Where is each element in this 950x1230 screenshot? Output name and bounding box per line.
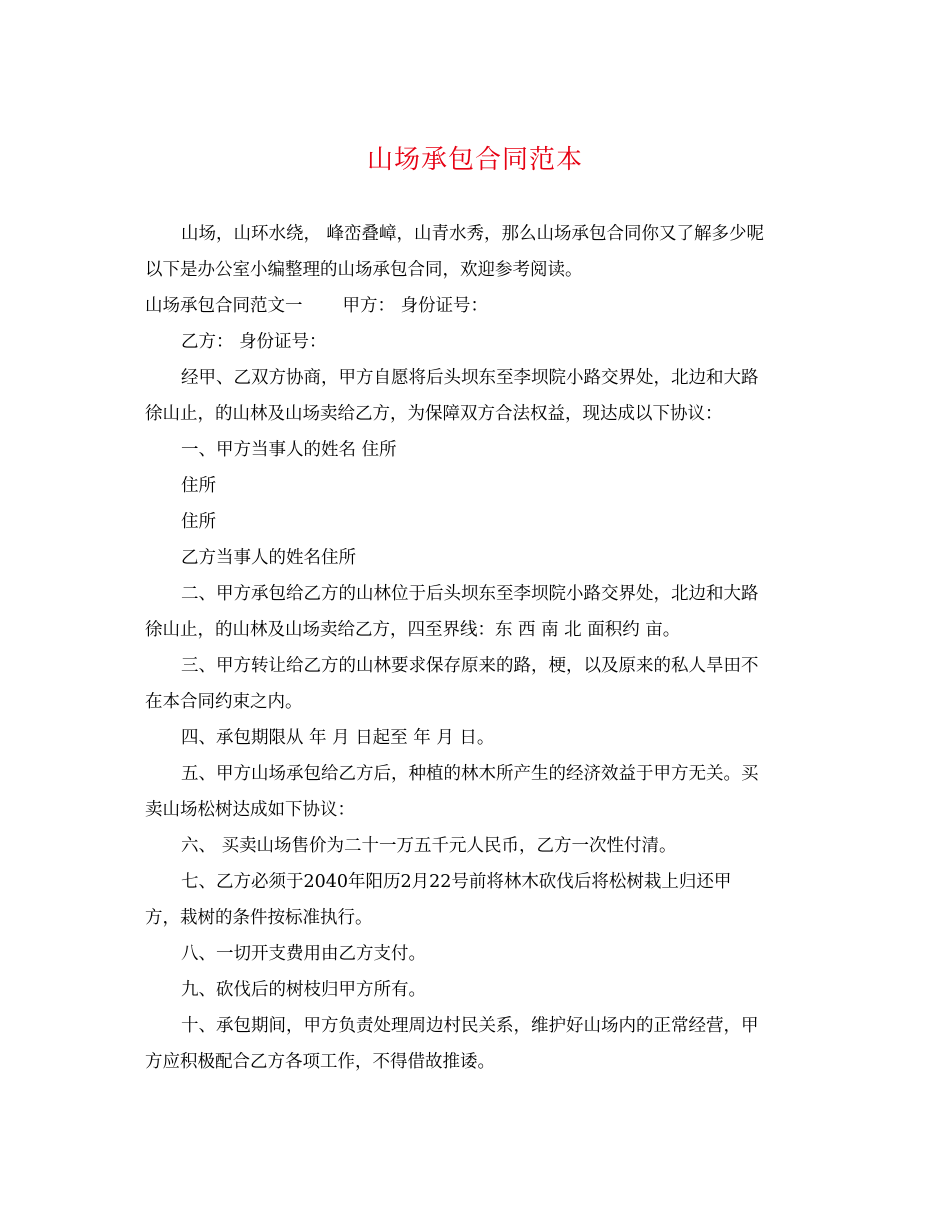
clause-7-line-1: 七、乙方必须于2040年阳历2月22号前将林木砍伐后将松树栽上归还甲 (181, 872, 732, 892)
document-title: 山场承包合同范本 (366, 145, 583, 175)
party-b-name: 乙方当事人的姓名住所 (181, 548, 356, 568)
clause-8: 八、一切开支费用由乙方支付。 (181, 944, 426, 964)
consult-line-2: 徐山止，的山林及山场卖给乙方，为保障双方合法权益，现达成以下协议： (145, 404, 723, 424)
clause-6: 六、 买卖山场售价为二十一万五千元人民币，乙方一次性付清。 (181, 836, 677, 856)
intro-line-1: 山场，山环水绕， 峰峦叠嶂，山青水秀，那么山场承包合同你又了解多少呢 (181, 224, 765, 244)
consult-line-1: 经甲、乙双方协商，甲方自愿将后头坝东至李坝院小路交界处，北边和大路 (181, 368, 759, 388)
party-b-line: 乙方： 身份证号： (181, 332, 327, 352)
intro-line-2: 以下是办公室小编整理的山场承包合同，欢迎参考阅读。 (145, 260, 583, 280)
clause-3-line-2: 在本合同约束之内。 (145, 692, 303, 712)
party-a-line: 甲方： 身份证号： (342, 296, 489, 316)
clause-5-line-2: 卖山场松树达成如下协议： (145, 800, 355, 820)
clause-10-line-1: 十、承包期间，甲方负责处理周边村民关系，维护好山场内的正常经营，甲 (181, 1016, 759, 1036)
residence-1: 住所 (181, 476, 216, 496)
document-body (145, 216, 805, 1080)
clause-9: 九、砍伐后的树枝归甲方所有。 (181, 980, 426, 1000)
clause-5-line-1: 五、甲方山场承包给乙方后，种植的林木所产生的经济效益于甲方无关。买 (181, 764, 759, 784)
clause-2-line-1: 二、甲方承包给乙方的山林位于后头坝东至李坝院小路交界处，北边和大路 (181, 584, 759, 604)
clause-3-line-1: 三、甲方转让给乙方的山林要求保存原来的路，梗，以及原来的私人旱田不 (181, 656, 759, 676)
clause-2-line-2: 徐山止，的山林及山场卖给乙方，四至界线：东 西 南 北 面积约 亩。 (145, 620, 681, 640)
clause-10-line-2: 方应积极配合乙方各项工作，不得借故推诿。 (145, 1052, 495, 1072)
clause-4: 四、承包期限从 年 月 日起至 年 月 日。 (181, 728, 495, 748)
sample-heading-line (145, 288, 805, 324)
sample-heading: 山场承包合同范文一 (145, 296, 303, 316)
clause-1: 一、甲方当事人的姓名 住所 (181, 440, 397, 460)
residence-2: 住所 (181, 512, 216, 532)
clause-7-line-2: 方，栽树的条件按标准执行。 (145, 908, 373, 928)
